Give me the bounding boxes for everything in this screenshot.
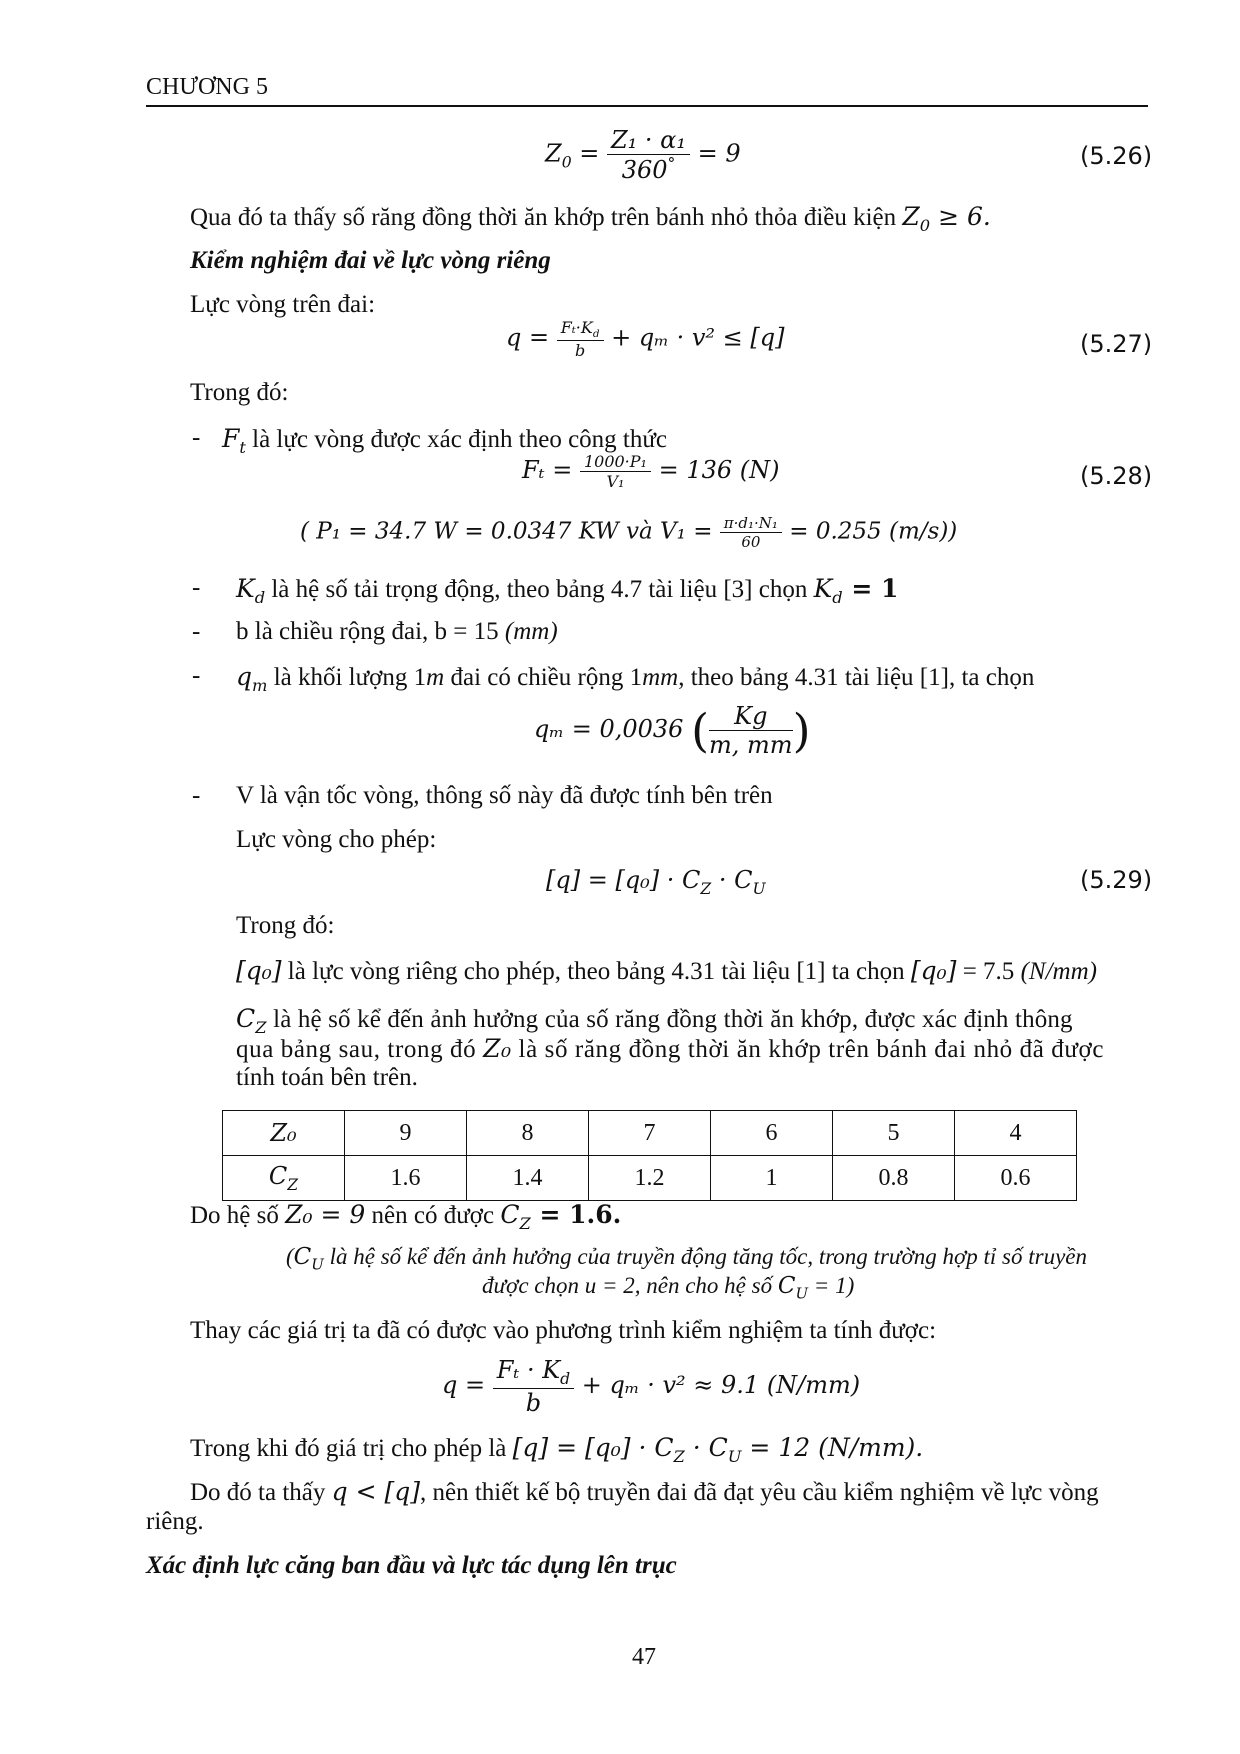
paragraph: Lực vòng cho phép: bbox=[236, 826, 437, 853]
section-heading: Xác định lực căng ban đầu và lực tác dụng lên trục bbox=[146, 1552, 677, 1579]
chapter-header: CHƯƠNG 5 bbox=[146, 74, 268, 100]
note: ($C_U$ là hệ số kể đến ảnh hưởng của truyền động tăng tốc, trong trường hợp tỉ số truyền bbox=[286, 1244, 1087, 1274]
table-cell: 7 bbox=[589, 1111, 711, 1156]
list-dash: - bbox=[192, 618, 201, 645]
paragraph: Trong đó: bbox=[236, 912, 335, 939]
table-cell: 1.4 bbox=[467, 1156, 589, 1201]
paragraph: Thay các giá trị ta đã có được vào phương trình kiểm nghiệm ta tính được: bbox=[190, 1317, 937, 1344]
paragraph: Trong đó: bbox=[190, 379, 289, 406]
equation-5-28-detail: ( P₁ = 34.7 W = 0.0347 KW và V₁ = $\frac{\text{π·d₁·N₁}}{60}$ = 0.255 (m/s)) bbox=[300, 514, 958, 551]
list-item: $q_m$ là khối lượng 1m đai có chiều rộng 1mm, theo bảng 4.31 tài liệu [1], ta chọn bbox=[236, 662, 1035, 695]
table-cell: 9 bbox=[345, 1111, 467, 1156]
list-item: b là chiều rộng đai, b = 15 (mm) bbox=[236, 618, 558, 645]
table-header-cell: $C_Z$ bbox=[223, 1156, 345, 1201]
list-dash: - bbox=[192, 424, 201, 451]
equation-5-29: $[q] = [q_0] \cdot C_Z \cdot C_U$ bbox=[546, 866, 766, 898]
equation-number: (5.26) bbox=[1080, 142, 1153, 170]
note: được chọn u = 2, nên cho hệ số $C_U = 1$) bbox=[482, 1273, 855, 1303]
list-dash: - bbox=[192, 574, 201, 601]
table-cell: 1 bbox=[711, 1156, 833, 1201]
paragraph: qua bảng sau, trong đó Z₀ là số răng đồng thời ăn khớp trên bánh đai nhỏ đã được bbox=[236, 1034, 1105, 1063]
paragraph: [q₀] là lực vòng riêng cho phép, theo bảng 4.31 tài liệu [1] ta chọn [q₀] = 7.5 (N/mm) bbox=[236, 956, 1097, 985]
table-cell: 5 bbox=[833, 1111, 955, 1156]
equation-5-28: Fₜ = $\frac{\text{1000·P₁}}{\text{V₁}}$ = 136 (N) bbox=[522, 452, 780, 491]
section-heading: Kiểm nghiệm đai về lực vòng riêng bbox=[190, 247, 551, 274]
list-dash: - bbox=[192, 782, 201, 809]
list-item: V là vận tốc vòng, thông số này đã được tính bên trên bbox=[236, 782, 773, 809]
table-cell: 1.2 bbox=[589, 1156, 711, 1201]
header-rule bbox=[146, 105, 1148, 107]
table-row bbox=[223, 1156, 1077, 1201]
list-item: $F_t$ là lực vòng được xác định theo công thức bbox=[222, 424, 668, 457]
table-cell: 6 bbox=[711, 1111, 833, 1156]
table-cell: 0.6 bbox=[955, 1156, 1077, 1201]
equation-number: (5.29) bbox=[1080, 866, 1153, 894]
paragraph: Qua đó ta thấy số răng đồng thời ăn khớp trên bánh nhỏ thỏa điều kiện $Z_0 \ge 6$. bbox=[190, 202, 991, 235]
equation-q: q = $\frac{F_t \cdot K_d}{b}$ + qₘ · v² ≈ 9.1 (N/mm) bbox=[442, 1356, 861, 1417]
paragraph: tính toán bên trên. bbox=[236, 1064, 418, 1091]
list-item: $K_d$ là hệ số tải trọng động, theo bảng 4.7 tài liệu [3] chọn $K_d = 1$ bbox=[236, 574, 899, 607]
equation-number: (5.27) bbox=[1080, 330, 1153, 358]
equation-5-27: q = $\frac{F_t\cdot K_d}{b}$ + qₘ · v² ≤ [q] bbox=[506, 318, 785, 361]
equation-5-26: $Z_0$ = $\frac{\text{Z₁ · α₁}}{360^\circ}$ = 9 bbox=[545, 126, 741, 184]
table-cell: 0.8 bbox=[833, 1156, 955, 1201]
paragraph: Lực vòng trên đai: bbox=[190, 291, 376, 318]
table-row bbox=[223, 1111, 1077, 1156]
table-cell: 4 bbox=[955, 1111, 1077, 1156]
paragraph: $C_Z$ là hệ số kể đến ảnh hưởng của số răng đồng thời ăn khớp, được xác định thông bbox=[236, 1004, 1073, 1037]
equation-qm: qₘ = 0,0036 ( $\frac{Kg}{m, mm}$ ) bbox=[534, 702, 811, 759]
list-dash: - bbox=[192, 662, 201, 689]
table-header-cell: Z₀ bbox=[223, 1111, 345, 1156]
table-cell: 8 bbox=[467, 1111, 589, 1156]
paragraph: Do đó ta thấy q < [q], nên thiết kế bộ truyền đai đã đạt yêu cầu kiểm nghiệm về lực vòng bbox=[190, 1477, 1099, 1506]
page-number: 47 bbox=[632, 1644, 656, 1670]
paragraph: Do hệ số Z₀ = 9 nên có được $C_Z = 1.6$. bbox=[190, 1200, 622, 1233]
table-cell: 1.6 bbox=[345, 1156, 467, 1201]
cz-table bbox=[222, 1110, 1077, 1201]
paragraph: Trong khi đó giá trị cho phép là $[q] = [q_0] \cdot C_Z \cdot C_U = 12$ (N/mm). bbox=[190, 1433, 924, 1466]
equation-number: (5.28) bbox=[1080, 462, 1153, 490]
paragraph: riêng. bbox=[146, 1508, 204, 1535]
